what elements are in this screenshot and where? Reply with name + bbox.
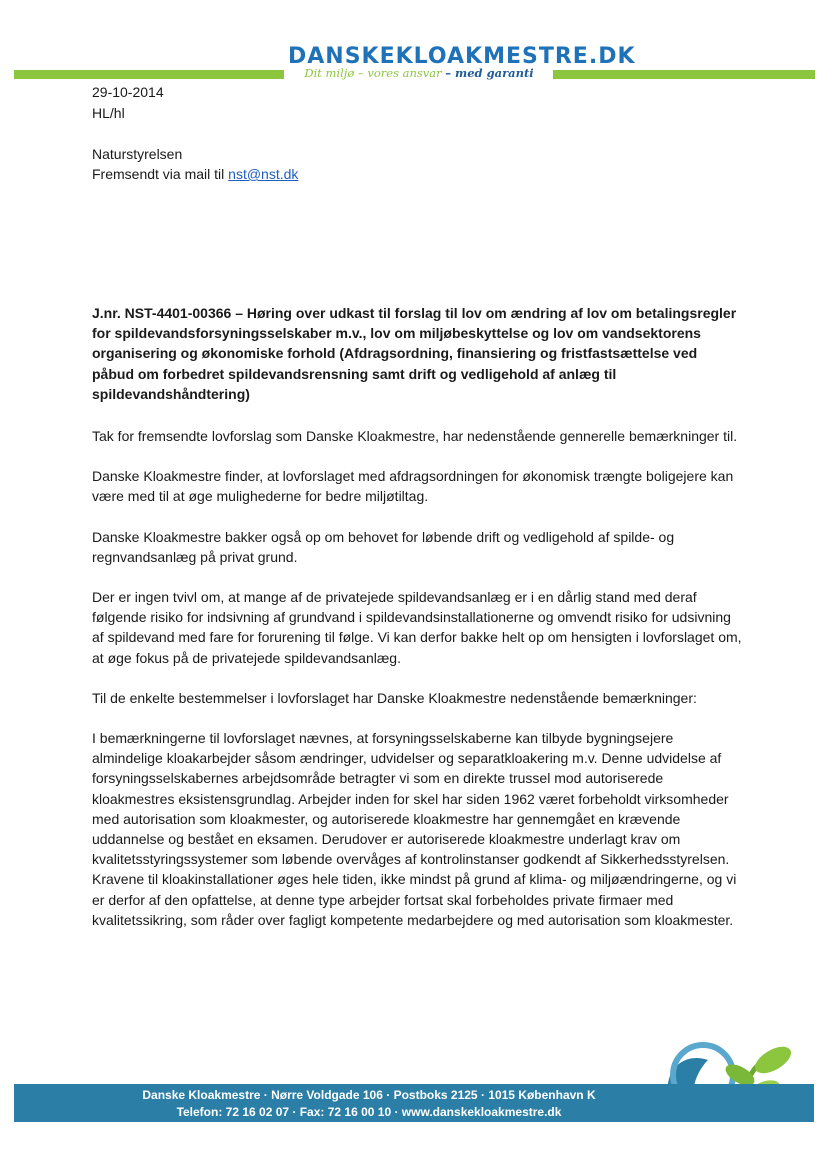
body-paragraph-6: I bemærkningerne til lovforslaget nævnes, at forsyningsselskaberne kan tilbyde bygningsejere almindelige kloakarbejder såsom ændringer, udvidelser og separatkloakering m.v. Denne udvidelse af forsyningsselskabernes arbejdsområde betragter vi som en direkte trussel mod autoriserede kloakmestres eksistensgrundlag. Arbejder inden for skel har siden 1962 været forbeholdt virksomheder med autorisation som kloakmester, og autoriserede kloakmestre har gennemgået en krævende uddannelse og bestået en eksamen. Derudover er autoriserede kloakmestre underlagt krav om kvalitetsstyringssystemer som løbende overvåges af kontrolinstanser godkendt af Sikkerhedsstyrelsen. Kravene til kloakinstallationer øges hele tiden, ikke mindst på grund af klima- og miljøændringerne, og vi er derfor af den opfattelse, at denne type arbejder fortsat skal forbeholdes private firmaer med kvalitetssikring, som råder over fagligt kompetente medarbejdere og med autorisation som kloakmester. <box>92 730 737 928</box>
tagline-main: Dit miljø – vores ansvar <box>304 66 442 80</box>
header-stripe-right <box>553 70 815 79</box>
recipient-email-link[interactable]: nst@nst.dk <box>228 166 299 182</box>
sent-via-text: Fremsendt via mail til <box>92 166 225 182</box>
footer-address: Danske Kloakmestre · Nørre Voldgade 106 · Postboks 2125 · 1015 København K <box>142 1088 596 1102</box>
body-paragraph-2: Danske Kloakmestre finder, at lovforslaget med afdragsordningen for økonomisk trængte boligejere kan være med til at øge mulighederne for bedre miljøtiltag. <box>92 468 734 505</box>
recipient-name: Naturstyrelsen <box>92 146 183 162</box>
body-paragraph-4: Der er ingen tvivl om, at mange af de privatejede spildevandsanlæg er i en dårlig stand med deraf følgende risiko for indsivning af grundvand i spildevandsinstallationerne og omvendt risiko for udsivning af spildevand med fare for forurening til følge. Vi kan derfor bakke helt op om hensigten i lovforslaget om, at øge fokus på de privatejede spildevandsanlæg. <box>92 589 742 666</box>
sent-via-line <box>92 164 298 184</box>
body-paragraph-5: Til de enkelte bestemmelser i lovforslaget har Danske Kloakmestre nedenstående bemærkninger: <box>92 689 697 706</box>
footer-contact: Telefon: 72 16 02 07 · Fax: 72 16 00 10 · www.danskekloakmestre.dk <box>176 1105 562 1119</box>
letter-date: 29-10-2014 <box>92 84 164 100</box>
footer-contact-band <box>14 1084 814 1122</box>
brand-tagline <box>286 66 552 80</box>
letter-body <box>92 303 742 950</box>
brand-logo-text: DANSKEKLOAKMESTRE.DK <box>288 44 636 69</box>
tagline-end: – med garanti <box>445 66 534 80</box>
header-stripe-left <box>14 70 284 79</box>
body-paragraph-3: Danske Kloakmestre bakker også op om behovet for løbende drift og vedligehold af spilde- og regnvandsanlæg på privat grund. <box>92 528 675 565</box>
letter-subject: J.nr. NST-4401-00366 – Høring over udkast til forslag til lov om ændring af lov om betalingsregler for spildevandsforsyningsselskaber m.v., lov om miljøbeskyttelse og lov om vandsektorens organisering og økonomiske forhold (Afdragsordning, finansiering og fristfastsættelse ved påbud om forbedret spildevandsrensning samt drift og vedligehold af anlæg til spildevandshåndtering) <box>92 305 737 402</box>
letter-reference: HL/hl <box>92 105 125 121</box>
body-paragraph-1: Tak for fremsendte lovforslag som Danske Kloakmestre, har nedenstående gennerelle bemærkninger til. <box>92 428 738 445</box>
